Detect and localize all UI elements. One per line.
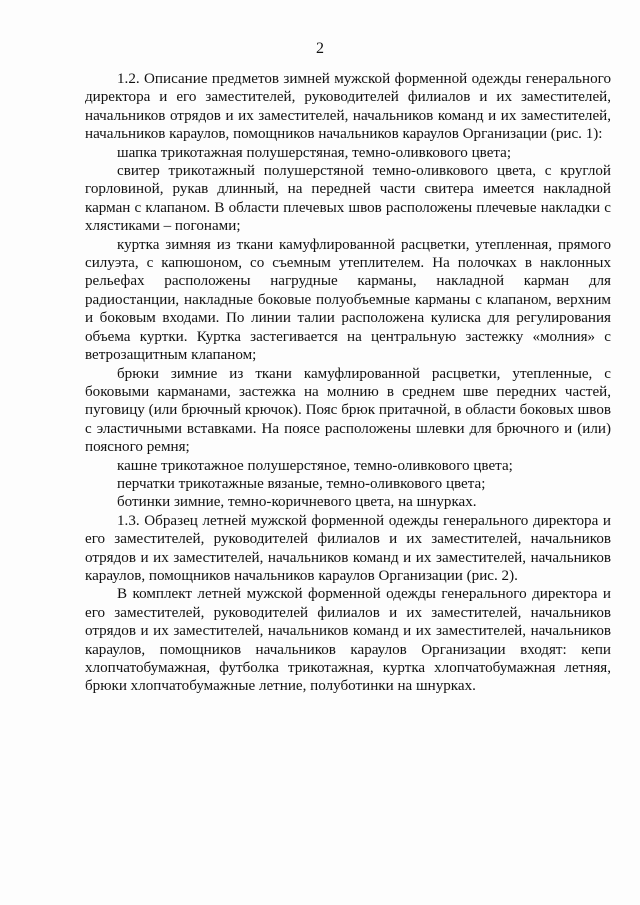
document-body [85, 70, 611, 696]
paragraph-item-trousers: брюки зимние из ткани камуфлированной расцветки, утепленные, с боковыми карманами, застежка на молнию в среднем шве передних частей, пуговицу (или брючный крючок). Пояс брюк притачной, в области боковых швов с эластичными вставками. На поясе расположены шлевки для брючного и (или) поясного ремня; [85, 365, 611, 456]
paragraph-section-1-2: 1.2. Описание предметов зимней мужской форменной одежды генерального директора и его заместителей, руководителей филиалов и их заместителей, начальников отрядов и их заместителей, начальников команд и их заместителей, начальников караулов, помощников начальников караулов Организации (рис. 1): [85, 71, 611, 143]
paragraph-item-scarf: кашне трикотажное полушерстяное, темно-оливкового цвета; [117, 457, 513, 474]
paragraph-item-sweater: свитер трикотажный полушерстяной темно-оливкового цвета, с круглой горловиной, рукав длинный, на передней части свитера имеется накладной карман с клапаном. В области плечевых швов расположены плечевые накладки с хлястиками – погонами; [85, 163, 611, 235]
page-number: 2 [316, 40, 324, 57]
paragraph-summer-kit: В комплект летней мужской форменной одежды генерального директора и его заместителей, руководителей филиалов и их заместителей, начальников отрядов и их заместителей, начальников команд и их заместителей, начальников караулов, помощников начальников караулов Организации входят: кепи хлопчатобумажная, футболка трикотажная, куртка хлопчатобумажная летняя, брюки хлопчатобумажные летние, полуботинки на шнурках. [85, 586, 611, 695]
paragraph-section-1-3: 1.3. Образец летней мужской форменной одежды генерального директора и его заместителей, руководителей филиалов и их заместителей, начальников отрядов и их заместителей, начальников команд и их заместителей, начальников караулов, помощников начальников караулов Организации (рис. 2). [85, 512, 611, 584]
paragraph-item-jacket: куртка зимняя из ткани камуфлированной расцветки, утепленная, прямого силуэта, с капюшоном, со съемным утеплителем. На полочках в наклонных рельефах расположены нагрудные карманы, накладной карман для радиостанции, накладные боковые полуобъемные карманы с клапаном, верхним и боковым входами. По линии талии расположена кулиска для регулирования объема куртки. Куртка застегивается на центральную застежку «молния» с ветрозащитным клапаном; [85, 236, 611, 364]
paragraph-item-hat: шапка трикотажная полушерстяная, темно-оливкового цвета; [117, 144, 512, 161]
paragraph-item-gloves: перчатки трикотажные вязаные, темно-оливкового цвета; [117, 475, 486, 492]
paragraph-item-boots: ботинки зимние, темно-коричневого цвета, на шнурках. [117, 494, 477, 511]
